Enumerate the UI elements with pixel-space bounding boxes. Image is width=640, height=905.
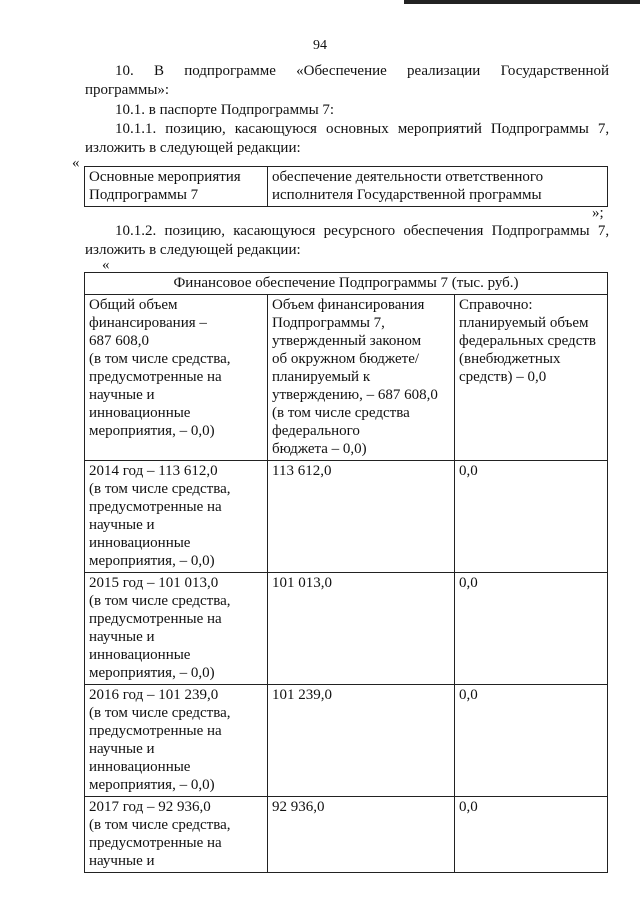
cell-line: (в том числе средства, bbox=[89, 351, 231, 367]
cell-line: научные и bbox=[89, 853, 155, 869]
word: 7, bbox=[597, 223, 610, 239]
year-cell bbox=[85, 573, 268, 685]
cell-line: утверждению, – 687 608,0 bbox=[272, 387, 438, 403]
table-row bbox=[85, 167, 608, 207]
cell-line: научные и bbox=[89, 629, 155, 645]
word: позицию, bbox=[165, 121, 226, 137]
cell-line: мероприятия, – 0,0) bbox=[89, 777, 215, 793]
cell-line: планируемый объем bbox=[459, 315, 589, 331]
cell-line: (в том числе средства, bbox=[89, 593, 231, 609]
table-title-row bbox=[85, 273, 608, 295]
main-activities-table bbox=[84, 166, 608, 207]
cell-line: планируемый к bbox=[272, 369, 371, 385]
cell-line: утвержденный законом bbox=[272, 333, 422, 349]
closing-quote: »; bbox=[592, 205, 604, 221]
opening-quote: « bbox=[72, 155, 80, 171]
word: Подпрограммы bbox=[491, 223, 590, 239]
table-cell-value bbox=[268, 167, 608, 207]
word: ресурсного bbox=[323, 223, 396, 239]
scan-edge-line bbox=[404, 0, 640, 4]
cell-line: (в том числе средства bbox=[272, 405, 410, 421]
cell-line: Общий объем bbox=[89, 297, 178, 313]
table-row bbox=[85, 685, 608, 797]
header-cell-total bbox=[85, 295, 268, 461]
funding-table bbox=[84, 272, 608, 873]
word: мероприятий bbox=[397, 121, 482, 137]
paragraph-10-1-1-line2: изложить в следующей редакции: bbox=[85, 140, 301, 156]
cell-line: предусмотренные на bbox=[89, 499, 222, 515]
cell-line: исполнителя Государственной программы bbox=[272, 187, 542, 203]
cell-line: 2015 год – 101 013,0 bbox=[89, 575, 219, 591]
cell-line: (в том числе средства, bbox=[89, 817, 231, 833]
cell-line: научные и bbox=[89, 517, 155, 533]
word: 10. В bbox=[115, 63, 164, 79]
word: реализации bbox=[407, 63, 481, 79]
cell-line: федеральных средств bbox=[459, 333, 596, 349]
table-row bbox=[85, 461, 608, 573]
cell-line: об окружном бюджете/ bbox=[272, 351, 420, 367]
amount-cell: 101 239,0 bbox=[268, 685, 455, 797]
table-row bbox=[85, 573, 608, 685]
federal-cell: 0,0 bbox=[455, 573, 608, 685]
opening-quote-2: « bbox=[102, 257, 110, 273]
amount-cell: 101 013,0 bbox=[268, 573, 455, 685]
header-cell-reference bbox=[455, 295, 608, 461]
cell-line: (в том числе средства, bbox=[89, 481, 231, 497]
cell-line: 2017 год – 92 936,0 bbox=[89, 799, 211, 815]
paragraph-10-1-1-line1 bbox=[85, 120, 609, 139]
paragraph-10-1-2-line1 bbox=[85, 222, 609, 241]
federal-cell: 0,0 bbox=[455, 685, 608, 797]
word: касающуюся bbox=[233, 223, 316, 239]
cell-line: инновационные bbox=[89, 535, 191, 551]
cell-line: (в том числе средства, bbox=[89, 705, 231, 721]
federal-cell: 0,0 bbox=[455, 461, 608, 573]
paragraph-10-line2: программы»: bbox=[85, 82, 170, 98]
cell-line: предусмотренные на bbox=[89, 835, 222, 851]
cell-line: научные и bbox=[89, 387, 155, 403]
paragraph-10-1-2-line2: изложить в следующей редакции: bbox=[85, 242, 301, 258]
cell-line: Объем финансирования bbox=[272, 297, 425, 313]
cell-line: обеспечение деятельности ответственного bbox=[272, 169, 544, 185]
year-cell bbox=[85, 685, 268, 797]
cell-line: Справочно: bbox=[459, 297, 533, 313]
cell-line: 687 608,0 bbox=[89, 333, 149, 349]
cell-line: Подпрограммы 7, bbox=[272, 315, 385, 331]
word: основных bbox=[325, 121, 389, 137]
cell-line: Подпрограммы 7 bbox=[89, 187, 199, 203]
cell-line: мероприятия, – 0,0) bbox=[89, 553, 215, 569]
table-title: Финансовое обеспечение Подпрограммы 7 (тыс. руб.) bbox=[85, 273, 608, 295]
word: касающуюся bbox=[234, 121, 317, 137]
amount-cell: 92 936,0 bbox=[268, 797, 455, 873]
amount-cell: 113 612,0 bbox=[268, 461, 455, 573]
table-cell-label bbox=[85, 167, 268, 207]
cell-line: финансирования – bbox=[89, 315, 207, 331]
cell-line: 2014 год – 113 612,0 bbox=[89, 463, 218, 479]
federal-cell: 0,0 bbox=[455, 797, 608, 873]
cell-line: инновационные bbox=[89, 759, 191, 775]
cell-line: 2016 год – 101 239,0 bbox=[89, 687, 219, 703]
word: подпрограмме bbox=[184, 63, 276, 79]
cell-line: предусмотренные на bbox=[89, 369, 222, 385]
word: Государственной bbox=[500, 63, 610, 79]
cell-line: инновационные bbox=[89, 405, 191, 421]
cell-line: научные и bbox=[89, 741, 155, 757]
cell-line: инновационные bbox=[89, 647, 191, 663]
paragraph-10-1: 10.1. в паспорте Подпрограммы 7: bbox=[115, 102, 335, 118]
cell-line: предусмотренные на bbox=[89, 723, 222, 739]
cell-line: предусмотренные на bbox=[89, 611, 222, 627]
page-number: 94 bbox=[313, 38, 327, 53]
table-header-row bbox=[85, 295, 608, 461]
year-cell bbox=[85, 461, 268, 573]
word: 10.1.1. bbox=[115, 121, 157, 137]
word: 7, bbox=[597, 121, 610, 137]
cell-line: бюджета – 0,0) bbox=[272, 441, 367, 457]
word: позицию, bbox=[164, 223, 225, 239]
year-cell bbox=[85, 797, 268, 873]
paragraph-10-line1 bbox=[85, 62, 609, 81]
cell-line: федерального bbox=[272, 423, 360, 439]
word: 10.1.2. bbox=[115, 223, 157, 239]
table-row bbox=[85, 797, 608, 873]
cell-line: мероприятия, – 0,0) bbox=[89, 665, 215, 681]
word: «Обеспечение bbox=[296, 63, 387, 79]
cell-line: мероприятия, – 0,0) bbox=[89, 423, 215, 439]
word: Подпрограммы bbox=[490, 121, 589, 137]
cell-line: Основные мероприятия bbox=[89, 169, 241, 185]
word: обеспечения bbox=[403, 223, 484, 239]
cell-line: (внебюджетных bbox=[459, 351, 561, 367]
cell-line: средств) – 0,0 bbox=[459, 369, 547, 385]
header-cell-approved bbox=[268, 295, 455, 461]
